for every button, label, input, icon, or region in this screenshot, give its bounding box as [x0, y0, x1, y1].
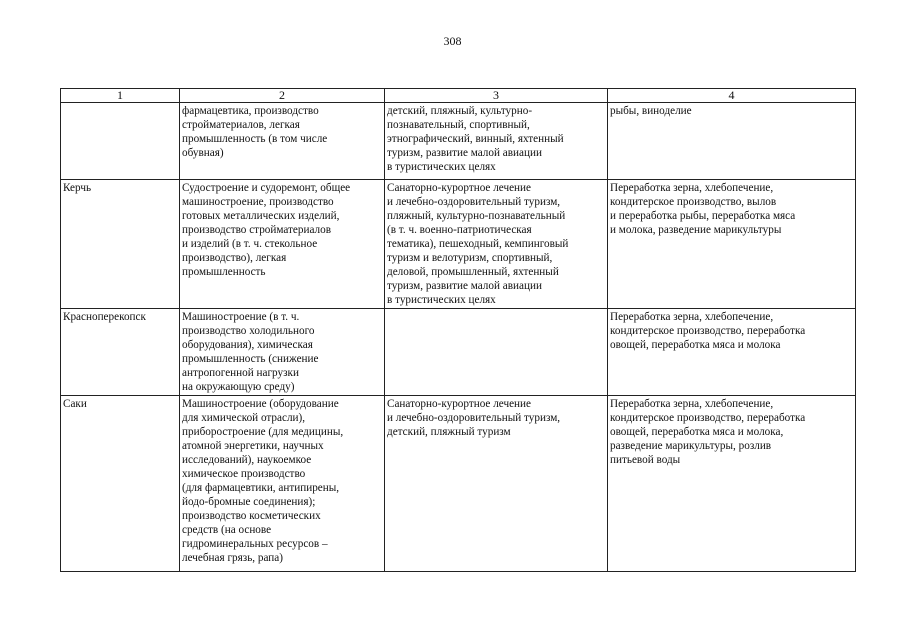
tourism-cell: [385, 309, 608, 396]
industry-cell: фармацевтика, производство стройматериалов, легкая промышленность (в том числе обувная): [180, 103, 385, 180]
city-cell: [61, 103, 180, 180]
agro-cell: Переработка зерна, хлебопечение, кондитерское производство, вылов и переработка рыбы, переработка мяса и молока, разведение марикультуры: [608, 180, 856, 309]
column-header-1: 1: [61, 89, 180, 103]
tourism-cell: Санаторно-курортное лечение и лечебно-оздоровительный туризм, пляжный, культурно-познавательный (в т. ч. военно-патриотическая тематика), пешеходный, кемпинговый туризм и велотуризм, спортивный, деловой, промышленный, яхтенный туризм, развитие малой авиации в туристических целях: [385, 180, 608, 309]
table-row: [61, 103, 856, 180]
column-header-3: 3: [385, 89, 608, 103]
city-cell: Керчь: [61, 180, 180, 309]
tourism-cell: Санаторно-курортное лечение и лечебно-оздоровительный туризм, детский, пляжный туризм: [385, 396, 608, 572]
table-row: [61, 309, 856, 396]
table-row: [61, 396, 856, 572]
column-header-2: 2: [180, 89, 385, 103]
city-cell: Красноперекопск: [61, 309, 180, 396]
agro-cell: Переработка зерна, хлебопечение, кондитерское производство, переработка овощей, переработка мяса и молока, разведение марикультуры, розлив питьевой воды: [608, 396, 856, 572]
page-number: 308: [443, 34, 462, 48]
column-header-4: 4: [608, 89, 856, 103]
regions-table: [60, 88, 856, 572]
industry-cell: Машиностроение (оборудование для химической отрасли), приборостроение (для медицины, атомной энергетики, научных исследований), наукоемкое химическое производство (для фармацевтики, антипирены, йодо-бромные соединения); производство косметических средств (на основе гидроминеральных ресурсов – лечебная грязь, рапа): [180, 396, 385, 572]
agro-cell: рыбы, виноделие: [608, 103, 856, 180]
industry-cell: Судостроение и судоремонт, общее машиностроение, производство готовых металлических изделий, производство стройматериалов и изделий (в т. ч. стекольное производство), легкая промышленность: [180, 180, 385, 309]
agro-cell: Переработка зерна, хлебопечение, кондитерское производство, переработка овощей, переработка мяса и молока: [608, 309, 856, 396]
city-cell: Саки: [61, 396, 180, 572]
industry-cell: Машиностроение (в т. ч. производство холодильного оборудования), химическая промышленность (снижение антропогенной нагрузки на окружающую среду): [180, 309, 385, 396]
table-row: [61, 180, 856, 309]
tourism-cell: детский, пляжный, культурно- познавательный, спортивный, этнографический, винный, яхтенный туризм, развитие малой авиации в туристических целях: [385, 103, 608, 180]
table-header: [61, 89, 856, 103]
